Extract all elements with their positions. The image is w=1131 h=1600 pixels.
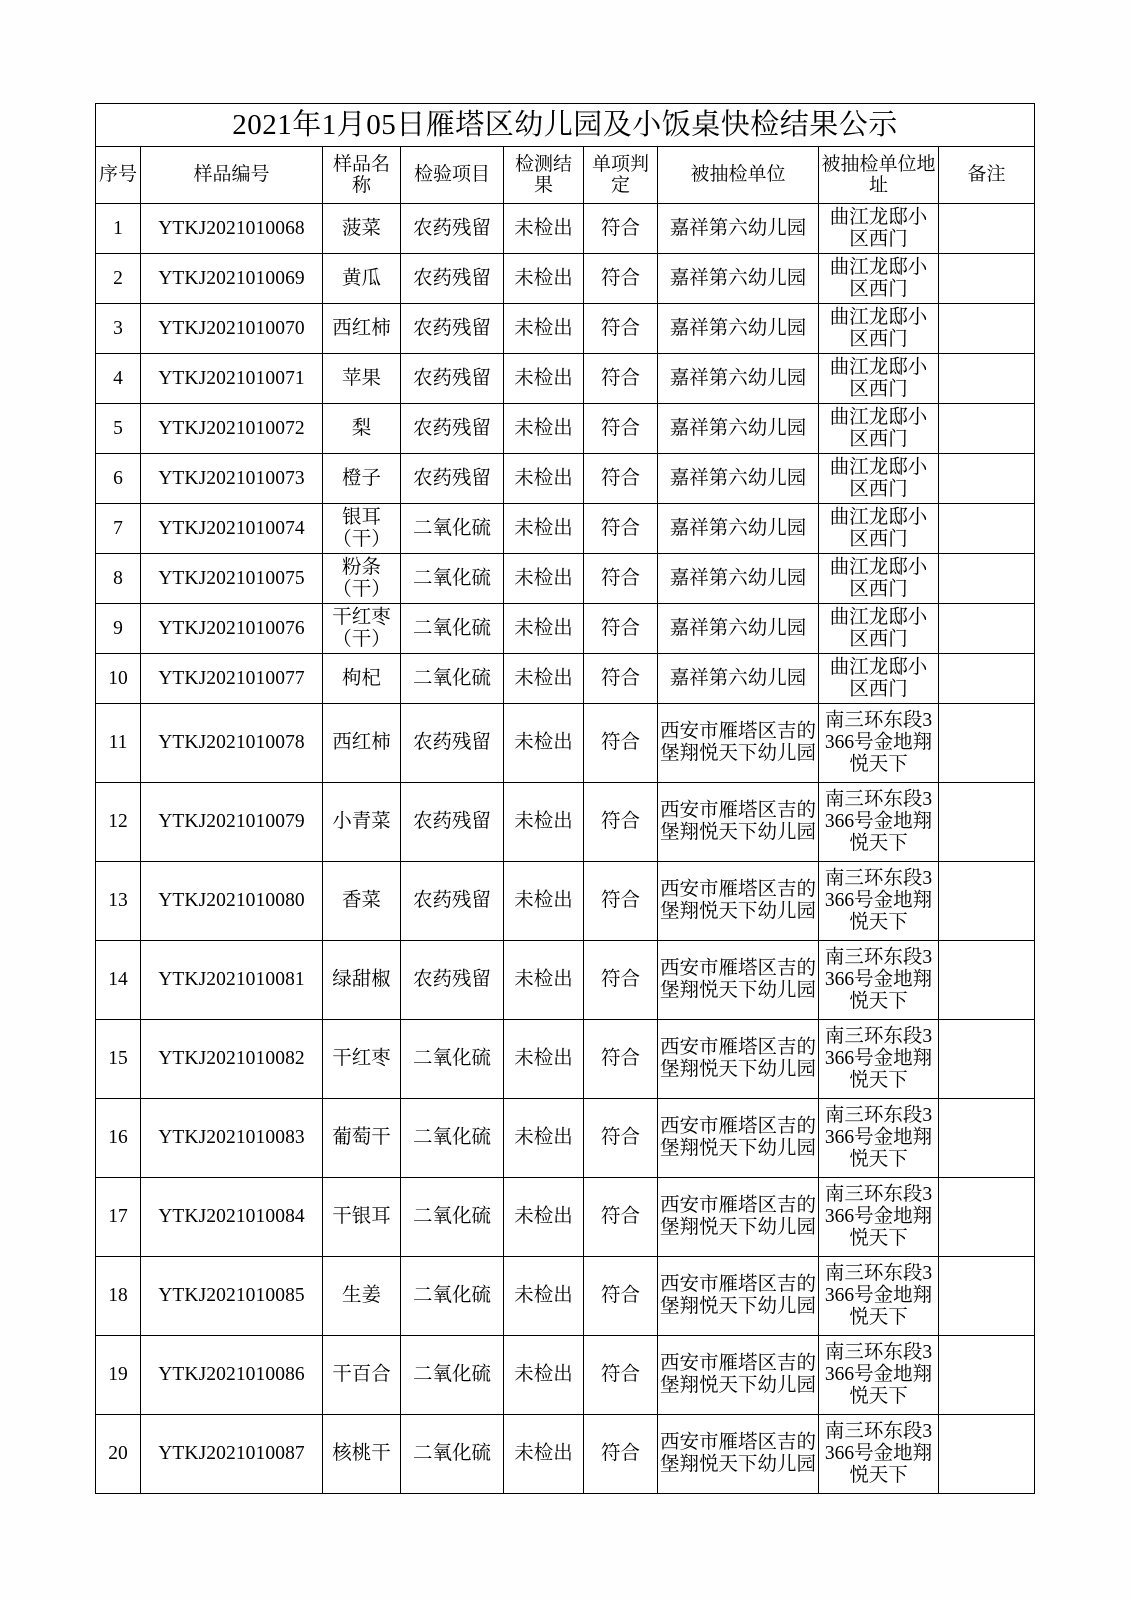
- title-row: [96, 104, 1035, 147]
- cell-unit-address: 南三环东段3366号金地翔悦天下: [819, 941, 939, 1020]
- cell-unit: 嘉祥第六幼儿园: [658, 454, 819, 504]
- cell-unit: 西安市雁塔区吉的堡翔悦天下幼儿园: [658, 1178, 819, 1257]
- cell-test-item: 农药残留: [401, 254, 504, 304]
- cell-sample-code: YTKJ2021010086: [141, 1336, 323, 1415]
- cell-verdict: 符合: [584, 554, 658, 604]
- cell-unit: 西安市雁塔区吉的堡翔悦天下幼儿园: [658, 1257, 819, 1336]
- cell-unit-address: 南三环东段3366号金地翔悦天下: [819, 1099, 939, 1178]
- cell-verdict: 符合: [584, 304, 658, 354]
- cell-note: [939, 1257, 1035, 1336]
- table-row: [96, 1099, 1035, 1178]
- cell-test-item: 农药残留: [401, 941, 504, 1020]
- table-row: [96, 604, 1035, 654]
- cell-unit: 西安市雁塔区吉的堡翔悦天下幼儿园: [658, 704, 819, 783]
- cell-sample-code: YTKJ2021010073: [141, 454, 323, 504]
- cell-sample-name: 黄瓜: [323, 254, 401, 304]
- cell-verdict: 符合: [584, 1099, 658, 1178]
- cell-note: [939, 941, 1035, 1020]
- cell-note: [939, 783, 1035, 862]
- table-row: [96, 504, 1035, 554]
- table-row: [96, 404, 1035, 454]
- cell-unit-address: 南三环东段3366号金地翔悦天下: [819, 1178, 939, 1257]
- cell-sample-code: YTKJ2021010085: [141, 1257, 323, 1336]
- cell-unit: 嘉祥第六幼儿园: [658, 204, 819, 254]
- header-row: [96, 147, 1035, 204]
- cell-note: [939, 204, 1035, 254]
- cell-note: [939, 604, 1035, 654]
- cell-note: [939, 304, 1035, 354]
- cell-verdict: 符合: [584, 1020, 658, 1099]
- cell-note: [939, 1415, 1035, 1494]
- cell-test-result: 未检出: [504, 862, 584, 941]
- cell-sample-code: YTKJ2021010068: [141, 204, 323, 254]
- cell-unit-address: 曲江龙邸小区西门: [819, 354, 939, 404]
- cell-index: 2: [96, 254, 141, 304]
- cell-note: [939, 1336, 1035, 1415]
- cell-note: [939, 1099, 1035, 1178]
- cell-unit: 西安市雁塔区吉的堡翔悦天下幼儿园: [658, 1020, 819, 1099]
- cell-sample-code: YTKJ2021010071: [141, 354, 323, 404]
- cell-unit: 嘉祥第六幼儿园: [658, 254, 819, 304]
- cell-verdict: 符合: [584, 254, 658, 304]
- column-header-index: 序号: [96, 147, 141, 204]
- page-title: 2021年1月05日雁塔区幼儿园及小饭桌快检结果公示: [96, 104, 1035, 147]
- cell-index: 12: [96, 783, 141, 862]
- cell-test-result: 未检出: [504, 1178, 584, 1257]
- cell-test-result: 未检出: [504, 1415, 584, 1494]
- cell-test-item: 农药残留: [401, 704, 504, 783]
- cell-test-item: 农药残留: [401, 454, 504, 504]
- table-row: [96, 354, 1035, 404]
- column-header-test-result: 检测结果: [504, 147, 584, 204]
- cell-unit-address: 南三环东段3366号金地翔悦天下: [819, 783, 939, 862]
- cell-test-result: 未检出: [504, 1257, 584, 1336]
- cell-unit-address: 南三环东段3366号金地翔悦天下: [819, 704, 939, 783]
- cell-test-result: 未检出: [504, 704, 584, 783]
- cell-verdict: 符合: [584, 1336, 658, 1415]
- cell-unit-address: 曲江龙邸小区西门: [819, 404, 939, 454]
- table-row: [96, 1415, 1035, 1494]
- cell-test-result: 未检出: [504, 1099, 584, 1178]
- cell-unit: 嘉祥第六幼儿园: [658, 554, 819, 604]
- cell-note: [939, 554, 1035, 604]
- cell-note: [939, 404, 1035, 454]
- cell-test-item: 二氧化硫: [401, 1020, 504, 1099]
- cell-sample-name: 绿甜椒: [323, 941, 401, 1020]
- table-row: [96, 254, 1035, 304]
- cell-index: 18: [96, 1257, 141, 1336]
- cell-note: [939, 504, 1035, 554]
- cell-index: 20: [96, 1415, 141, 1494]
- column-header-note: 备注: [939, 147, 1035, 204]
- cell-sample-code: YTKJ2021010070: [141, 304, 323, 354]
- table-row: [96, 554, 1035, 604]
- cell-verdict: 符合: [584, 783, 658, 862]
- cell-verdict: 符合: [584, 504, 658, 554]
- cell-note: [939, 1020, 1035, 1099]
- table-row: [96, 783, 1035, 862]
- cell-note: [939, 254, 1035, 304]
- cell-unit: 西安市雁塔区吉的堡翔悦天下幼儿园: [658, 783, 819, 862]
- cell-index: 13: [96, 862, 141, 941]
- cell-sample-name: 葡萄干: [323, 1099, 401, 1178]
- cell-index: 15: [96, 1020, 141, 1099]
- cell-index: 1: [96, 204, 141, 254]
- cell-test-result: 未检出: [504, 204, 584, 254]
- cell-test-result: 未检出: [504, 404, 584, 454]
- cell-test-item: 二氧化硫: [401, 1257, 504, 1336]
- cell-unit: 嘉祥第六幼儿园: [658, 504, 819, 554]
- cell-note: [939, 654, 1035, 704]
- cell-test-result: 未检出: [504, 354, 584, 404]
- cell-verdict: 符合: [584, 204, 658, 254]
- cell-unit: 嘉祥第六幼儿园: [658, 654, 819, 704]
- cell-sample-name: 粉条（干）: [323, 554, 401, 604]
- column-header-sample-code: 样品编号: [141, 147, 323, 204]
- table-row: [96, 1020, 1035, 1099]
- cell-sample-name: 西红柿: [323, 704, 401, 783]
- cell-unit-address: 曲江龙邸小区西门: [819, 304, 939, 354]
- cell-index: 17: [96, 1178, 141, 1257]
- cell-sample-code: YTKJ2021010075: [141, 554, 323, 604]
- cell-sample-name: 小青菜: [323, 783, 401, 862]
- cell-test-result: 未检出: [504, 941, 584, 1020]
- cell-test-item: 二氧化硫: [401, 1336, 504, 1415]
- cell-unit: 西安市雁塔区吉的堡翔悦天下幼儿园: [658, 862, 819, 941]
- table-row: [96, 1178, 1035, 1257]
- table-row: [96, 862, 1035, 941]
- cell-unit-address: 曲江龙邸小区西门: [819, 254, 939, 304]
- cell-verdict: 符合: [584, 454, 658, 504]
- cell-test-result: 未检出: [504, 654, 584, 704]
- cell-unit-address: 曲江龙邸小区西门: [819, 604, 939, 654]
- cell-sample-code: YTKJ2021010076: [141, 604, 323, 654]
- cell-test-result: 未检出: [504, 504, 584, 554]
- cell-unit: 嘉祥第六幼儿园: [658, 404, 819, 454]
- column-header-verdict: 单项判定: [584, 147, 658, 204]
- cell-index: 4: [96, 354, 141, 404]
- cell-sample-code: YTKJ2021010074: [141, 504, 323, 554]
- cell-sample-code: YTKJ2021010081: [141, 941, 323, 1020]
- cell-sample-name: 干百合: [323, 1336, 401, 1415]
- cell-index: 3: [96, 304, 141, 354]
- inspection-results-table: [95, 103, 1035, 1494]
- cell-test-item: 农药残留: [401, 354, 504, 404]
- cell-verdict: 符合: [584, 654, 658, 704]
- cell-note: [939, 704, 1035, 783]
- cell-test-result: 未检出: [504, 1020, 584, 1099]
- column-header-unit-address: 被抽检单位地址: [819, 147, 939, 204]
- column-header-sample-name: 样品名称: [323, 147, 401, 204]
- cell-test-item: 二氧化硫: [401, 1099, 504, 1178]
- cell-test-item: 农药残留: [401, 404, 504, 454]
- cell-verdict: 符合: [584, 704, 658, 783]
- table-row: [96, 654, 1035, 704]
- table-row: [96, 204, 1035, 254]
- cell-unit: 西安市雁塔区吉的堡翔悦天下幼儿园: [658, 1099, 819, 1178]
- cell-sample-code: YTKJ2021010084: [141, 1178, 323, 1257]
- cell-unit-address: 南三环东段3366号金地翔悦天下: [819, 1336, 939, 1415]
- cell-unit: 西安市雁塔区吉的堡翔悦天下幼儿园: [658, 1336, 819, 1415]
- cell-test-item: 二氧化硫: [401, 554, 504, 604]
- cell-unit-address: 南三环东段3366号金地翔悦天下: [819, 1020, 939, 1099]
- cell-unit: 嘉祥第六幼儿园: [658, 604, 819, 654]
- cell-verdict: 符合: [584, 354, 658, 404]
- cell-test-result: 未检出: [504, 604, 584, 654]
- cell-index: 6: [96, 454, 141, 504]
- cell-unit-address: 南三环东段3366号金地翔悦天下: [819, 1415, 939, 1494]
- cell-note: [939, 454, 1035, 504]
- table-body: [96, 104, 1035, 1494]
- cell-sample-name: 银耳（干）: [323, 504, 401, 554]
- cell-index: 19: [96, 1336, 141, 1415]
- cell-sample-code: YTKJ2021010087: [141, 1415, 323, 1494]
- cell-sample-name: 干银耳: [323, 1178, 401, 1257]
- cell-sample-code: YTKJ2021010078: [141, 704, 323, 783]
- cell-unit: 西安市雁塔区吉的堡翔悦天下幼儿园: [658, 941, 819, 1020]
- cell-unit-address: 曲江龙邸小区西门: [819, 504, 939, 554]
- cell-test-result: 未检出: [504, 1336, 584, 1415]
- cell-sample-name: 香菜: [323, 862, 401, 941]
- cell-verdict: 符合: [584, 862, 658, 941]
- cell-test-result: 未检出: [504, 783, 584, 862]
- cell-test-result: 未检出: [504, 304, 584, 354]
- cell-sample-name: 枸杞: [323, 654, 401, 704]
- cell-sample-name: 橙子: [323, 454, 401, 504]
- cell-test-item: 农药残留: [401, 204, 504, 254]
- cell-test-result: 未检出: [504, 254, 584, 304]
- cell-unit-address: 曲江龙邸小区西门: [819, 654, 939, 704]
- cell-sample-name: 西红柿: [323, 304, 401, 354]
- cell-sample-code: YTKJ2021010083: [141, 1099, 323, 1178]
- cell-verdict: 符合: [584, 1415, 658, 1494]
- table-row: [96, 1257, 1035, 1336]
- cell-sample-name: 苹果: [323, 354, 401, 404]
- column-header-unit: 被抽检单位: [658, 147, 819, 204]
- cell-unit-address: 南三环东段3366号金地翔悦天下: [819, 862, 939, 941]
- cell-verdict: 符合: [584, 604, 658, 654]
- column-header-test-item: 检验项目: [401, 147, 504, 204]
- cell-test-item: 农药残留: [401, 783, 504, 862]
- cell-verdict: 符合: [584, 941, 658, 1020]
- report-sheet: [95, 103, 1034, 1494]
- table-row: [96, 941, 1035, 1020]
- cell-sample-code: YTKJ2021010072: [141, 404, 323, 454]
- cell-sample-code: YTKJ2021010077: [141, 654, 323, 704]
- cell-unit-address: 曲江龙邸小区西门: [819, 554, 939, 604]
- cell-index: 5: [96, 404, 141, 454]
- cell-sample-code: YTKJ2021010069: [141, 254, 323, 304]
- cell-test-item: 二氧化硫: [401, 1178, 504, 1257]
- cell-index: 10: [96, 654, 141, 704]
- cell-test-result: 未检出: [504, 454, 584, 504]
- cell-verdict: 符合: [584, 404, 658, 454]
- cell-index: 16: [96, 1099, 141, 1178]
- cell-sample-name: 干红枣（干）: [323, 604, 401, 654]
- cell-index: 9: [96, 604, 141, 654]
- cell-index: 8: [96, 554, 141, 604]
- cell-test-item: 二氧化硫: [401, 604, 504, 654]
- cell-test-item: 二氧化硫: [401, 654, 504, 704]
- cell-sample-name: 梨: [323, 404, 401, 454]
- cell-test-item: 农药残留: [401, 304, 504, 354]
- cell-test-item: 二氧化硫: [401, 1415, 504, 1494]
- cell-index: 11: [96, 704, 141, 783]
- cell-unit: 西安市雁塔区吉的堡翔悦天下幼儿园: [658, 1415, 819, 1494]
- cell-unit-address: 曲江龙邸小区西门: [819, 454, 939, 504]
- cell-unit: 嘉祥第六幼儿园: [658, 304, 819, 354]
- cell-test-result: 未检出: [504, 554, 584, 604]
- cell-index: 7: [96, 504, 141, 554]
- cell-verdict: 符合: [584, 1178, 658, 1257]
- table-row: [96, 454, 1035, 504]
- cell-sample-name: 核桃干: [323, 1415, 401, 1494]
- table-row: [96, 1336, 1035, 1415]
- cell-sample-name: 干红枣: [323, 1020, 401, 1099]
- cell-note: [939, 1178, 1035, 1257]
- cell-sample-code: YTKJ2021010080: [141, 862, 323, 941]
- cell-sample-name: 菠菜: [323, 204, 401, 254]
- cell-note: [939, 354, 1035, 404]
- cell-verdict: 符合: [584, 1257, 658, 1336]
- cell-unit: 嘉祥第六幼儿园: [658, 354, 819, 404]
- cell-unit-address: 南三环东段3366号金地翔悦天下: [819, 1257, 939, 1336]
- cell-index: 14: [96, 941, 141, 1020]
- cell-sample-code: YTKJ2021010082: [141, 1020, 323, 1099]
- cell-test-item: 二氧化硫: [401, 504, 504, 554]
- table-row: [96, 304, 1035, 354]
- cell-note: [939, 862, 1035, 941]
- cell-test-item: 农药残留: [401, 862, 504, 941]
- cell-sample-name: 生姜: [323, 1257, 401, 1336]
- cell-unit-address: 曲江龙邸小区西门: [819, 204, 939, 254]
- cell-sample-code: YTKJ2021010079: [141, 783, 323, 862]
- table-row: [96, 704, 1035, 783]
